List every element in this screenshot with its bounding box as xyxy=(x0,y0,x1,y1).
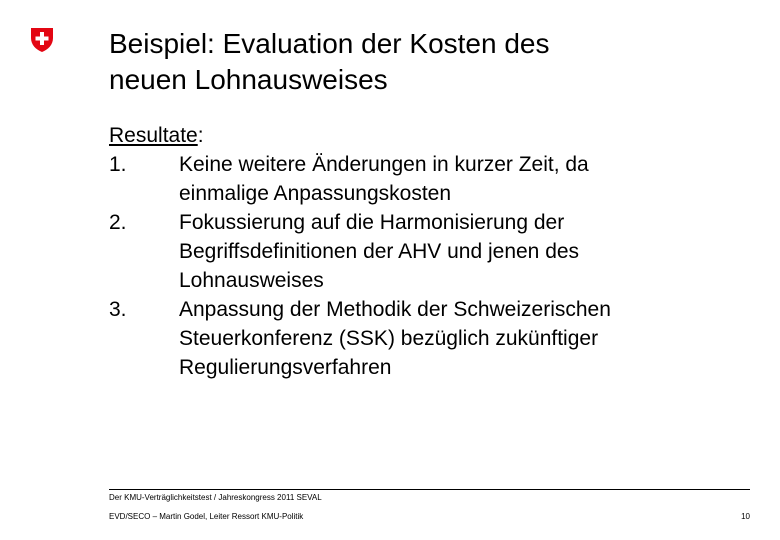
page-number: 10 xyxy=(741,512,750,521)
list-item-line: einmalige Anpassungskosten xyxy=(179,182,452,205)
results-heading-colon: : xyxy=(197,124,204,147)
list-item-line: Regulierungsverfahren xyxy=(179,356,392,379)
list-item-line: Keine weitere Änderungen in kurzer Zeit, da xyxy=(179,153,589,176)
footer-event-text: Der KMU-Verträglichkeitstest / Jahreskongress 2011 SEVAL xyxy=(109,493,322,502)
title-line-1: Beispiel: Evaluation der Kosten des xyxy=(109,28,550,59)
footer-divider xyxy=(109,489,750,490)
list-item-line: Lohnausweises xyxy=(179,269,324,292)
results-list xyxy=(109,150,749,382)
list-item-line: Steuerkonferenz (SSK) bezüglich zukünftiger xyxy=(179,327,599,350)
list-item-number: 1. xyxy=(109,153,127,176)
list-item-number: 3. xyxy=(109,298,127,321)
list-item-number: 2. xyxy=(109,211,127,234)
list-item-line: Begriffsdefinitionen der AHV und jenen des xyxy=(179,240,580,263)
list-item-line: Fokussierung auf die Harmonisierung der xyxy=(179,211,565,234)
list-item-line: Anpassung der Methodik der Schweizerischen xyxy=(179,298,611,321)
list-item xyxy=(109,208,749,295)
results-heading-text: Resultate xyxy=(109,124,198,147)
list-item xyxy=(109,295,749,382)
slide-title xyxy=(109,26,749,98)
footer-author-text: EVD/SECO – Martin Godel, Leiter Ressort KMU-Politik xyxy=(109,512,304,521)
title-line-2: neuen Lohnausweises xyxy=(109,64,388,95)
list-item xyxy=(109,150,749,208)
slide-body xyxy=(109,121,749,382)
swiss-coat-of-arms-icon xyxy=(30,27,54,53)
results-heading xyxy=(109,121,749,150)
